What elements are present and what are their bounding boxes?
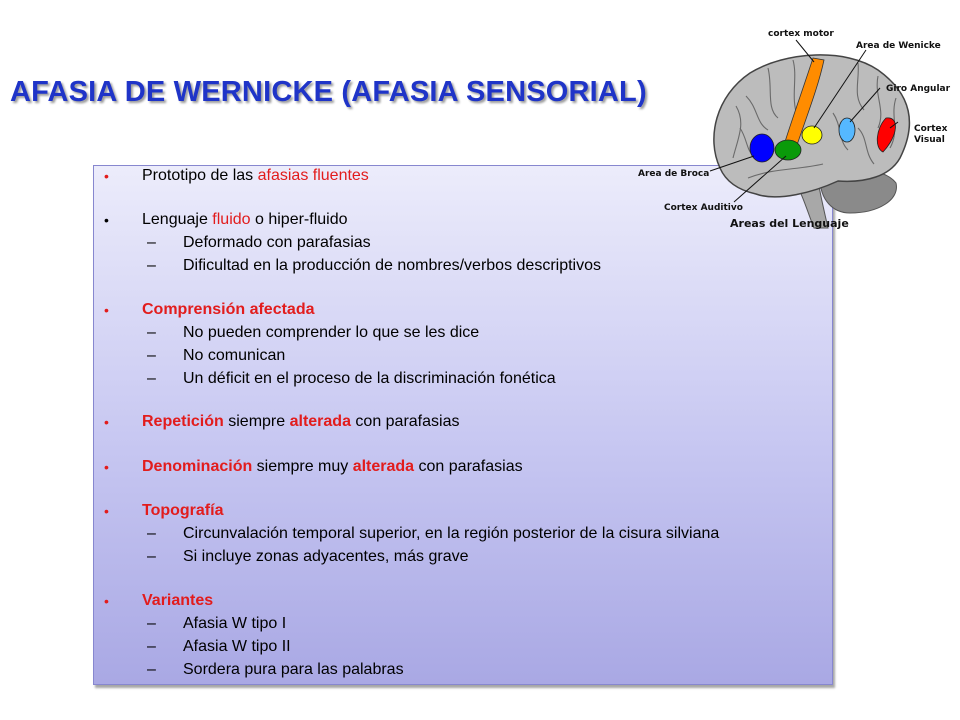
sub-item: – Dificultad en la producción de nombres/verbos descriptivos [147,257,601,274]
region-area-broca [750,134,774,162]
bullet-dot: • [104,459,109,475]
sub-item: – Afasia W tipo I [147,615,287,632]
bullet-denominacion: • Denominación siempre muy alterada con parafasias [104,458,523,475]
figure-caption: Areas del Lenguaje [730,217,849,230]
bullet-dot: • [104,593,109,609]
label-cortex-motor: cortex motor [768,29,834,39]
label-cortex-auditivo: Cortex Auditivo [664,203,743,213]
bullet-dot: • [104,168,109,184]
sub-item: – Si incluye zonas adyacentes, más grave [147,548,469,565]
bullet-repeticion: • Repetición siempre alterada con parafasias [104,413,460,430]
sub-item: – Circunvalación temporal superior, en la región posterior de la cisura silviana [147,525,720,542]
bullet-dot: • [104,302,109,318]
sub-item: – Sordera pura para las palabras [147,661,404,678]
bullet-variantes: • Variantes [104,592,214,609]
sub-item: – No pueden comprender lo que se les dice [147,324,480,341]
bullet-dot: • [104,212,109,228]
brain-language-areas-figure [628,18,960,240]
bullet-comprension: • Comprensión afectada [104,301,315,318]
region-giro-angular [839,118,855,142]
label-area-wernicke: Area de Wenicke [856,41,941,51]
label-cortex-visual-1: Cortex [914,124,948,134]
bullet-lenguaje: • Lenguaje fluido o hiper-fluido [104,211,348,228]
sub-item: – No comunican [147,347,286,364]
slide-title: AFASIA DE WERNICKE (AFASIA SENSORIAL) [10,76,647,108]
label-cortex-visual-2: Visual [914,135,945,145]
bullet-topografia: • Topografía [104,502,224,519]
sub-item: – Un déficit en el proceso de la discriminación fonética [147,370,556,387]
label-area-broca: Area de Broca [638,169,710,179]
bullet-dot: • [104,414,109,430]
region-area-wernicke [802,126,822,144]
region-cortex-auditivo [775,140,801,160]
sub-item: – Afasia W tipo II [147,638,291,655]
bullet-dot: • [104,503,109,519]
sub-item: – Deformado con parafasias [147,234,371,251]
content-box [93,165,833,685]
bullet-prototipo: • Prototipo de las afasias fluentes [104,167,369,184]
brain-diagram [628,18,960,240]
label-giro-angular: Giro Angular [886,84,951,94]
